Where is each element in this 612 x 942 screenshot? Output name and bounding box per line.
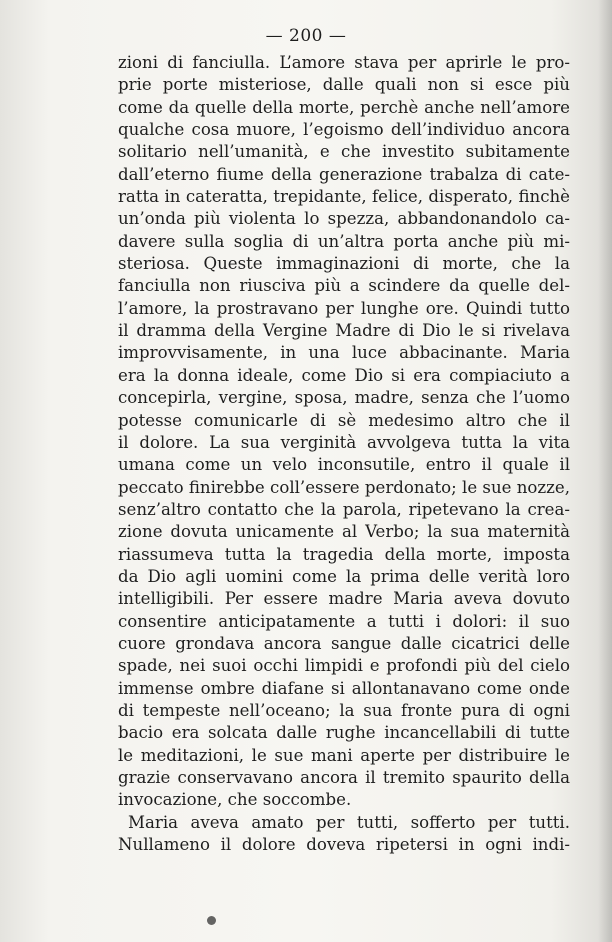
- text-line: era la donna ideale, come Dio si era compiaciuto a: [118, 365, 570, 385]
- text-line: davere sulla soglia di un’altra porta anche più mi-: [118, 231, 570, 251]
- text-line: di tempeste nell’oceano; la sua fronte pura di ogni: [118, 700, 570, 720]
- page-number: — 200 —: [265, 26, 347, 46]
- ink-spot-ornament: [207, 916, 216, 925]
- text-line: un’onda più violenta lo spezza, abbandonandolo ca-: [118, 209, 570, 229]
- text-line: intelligibili. Per essere madre Maria aveva dovuto: [118, 589, 570, 609]
- text-line: spade, nei suoi occhi limpidi e profondi più del cielo: [118, 656, 570, 676]
- text-line: come da quelle della morte, perchè anche nell’amore: [118, 97, 570, 117]
- text-line: l’amore, la prostravano per lunghe ore. Quindi tutto: [118, 298, 570, 318]
- text-line: potesse comunicarle di sè medesimo altro che il: [118, 410, 570, 430]
- text-line: riassumeva tutta la tragedia della morte, imposta: [118, 544, 570, 564]
- text-line: grazie conservavano ancora il tremito spaurito della: [118, 768, 570, 787]
- text-line: fanciulla non riusciva più a scindere da quelle del-: [118, 276, 570, 296]
- text-line: peccato finirebbe coll’essere perdonato; le sue nozze,: [118, 477, 570, 497]
- text-line: concepirla, vergine, sposa, madre, senza che l’uomo: [118, 388, 570, 408]
- body-text: [118, 52, 570, 856]
- text-line: ratta in cateratta, trepidante, felice, disperato, finchè: [118, 187, 570, 207]
- text-line: le meditazioni, le sue mani aperte per distribuire le: [118, 745, 570, 765]
- text-line: cuore grondava ancora sangue dalle cicatrici delle: [118, 633, 570, 653]
- text-line: zione dovuta unicamente al Verbo; la sua maternità: [118, 522, 570, 542]
- text-line: zioni di fanciulla. L’amore stava per aprirle le pro-: [118, 53, 570, 72]
- page-edge-shadow: [598, 0, 612, 942]
- text-line-paragraph-start: Maria aveva amato per tutti, sofferto per tutti.: [128, 812, 570, 832]
- text-line: Nullameno il dolore doveva ripetersi in ogni indi-: [118, 835, 570, 855]
- text-line: prie porte misteriose, dalle quali non si esce più: [118, 75, 570, 95]
- text-line: qualche cosa muore, l’egoismo dell’individuo ancora: [118, 120, 570, 140]
- text-line: umana come un velo inconsutile, entro il quale il: [118, 455, 570, 475]
- text-line: il dramma della Vergine Madre di Dio le si rivelava: [118, 321, 570, 341]
- text-line: dall’eterno fiume della generazione trabalza di cate-: [118, 164, 570, 184]
- text-line: consentire anticipatamente a tutti i dolori: il suo: [118, 611, 570, 631]
- text-line: improvvisamente, in una luce abbacinante. Maria: [118, 343, 570, 363]
- text-line: steriosa. Queste immaginazioni di morte, che la: [118, 254, 570, 274]
- text-line: bacio era solcata dalle rughe incancellabili di tutte: [118, 723, 570, 743]
- text-line-paragraph-end: invocazione, che soccombe.: [118, 790, 352, 810]
- text-line: solitario nell’umanità, e che investito subitamente: [118, 142, 570, 162]
- text-line: immense ombre diafane si allontanavano come onde: [118, 678, 570, 698]
- text-line: da Dio agli uomini come la prima delle verità loro: [118, 566, 570, 586]
- text-line: il dolore. La sua verginità avvolgeva tutta la vita: [118, 432, 570, 452]
- text-line: senz’altro contatto che la parola, ripetevano la crea-: [118, 499, 570, 519]
